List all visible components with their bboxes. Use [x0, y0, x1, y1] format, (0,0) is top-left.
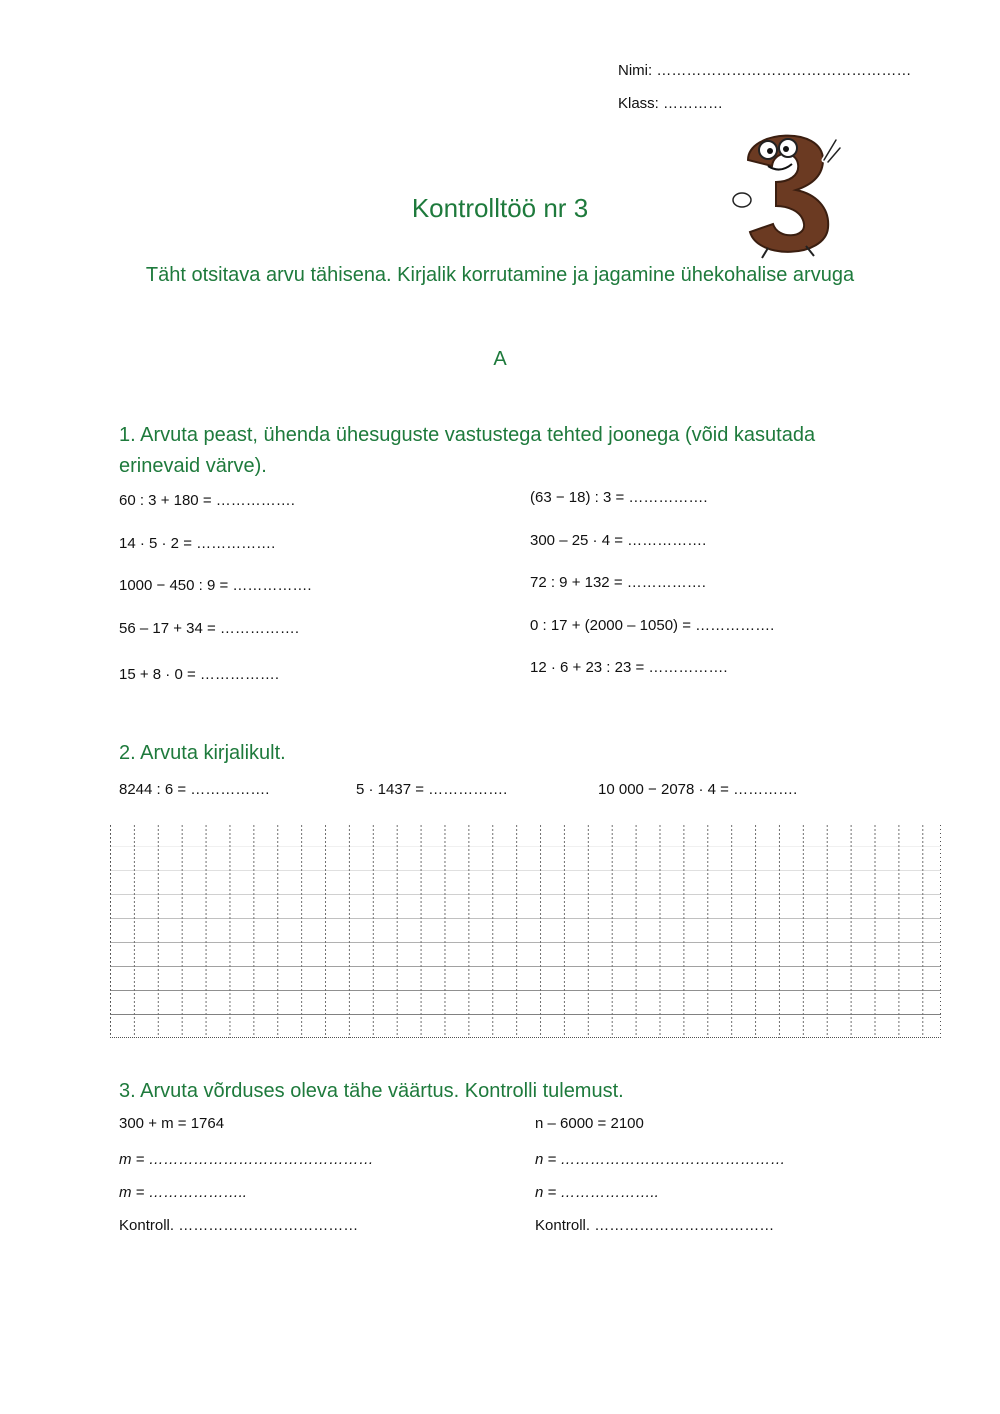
page-title: Kontrolltöö nr 3 — [411, 193, 589, 223]
task1-right-expr: 300 – 25 · 4 = ……………. — [530, 532, 707, 549]
task3-right-line2: n = ……………….. — [535, 1184, 659, 1201]
task1-left-expr: 14 · 5 · 2 = ……………. — [119, 535, 276, 552]
task1-left-expr: 56 – 17 + 34 = ……………. — [119, 620, 300, 637]
task1-right-expr: 72 : 9 + 132 = ……………. — [530, 574, 706, 591]
task3-left-line2: m = ……………….. — [119, 1184, 247, 1201]
task3-right-equation: n – 6000 = 2100 — [535, 1115, 644, 1132]
task2-expr: 10 000 − 2078 · 4 = …………. — [598, 781, 798, 798]
variant-label: A — [493, 348, 507, 370]
name-field: Nimi: …………………………………………… — [618, 62, 912, 79]
task1-left-expr: 15 + 8 · 0 = ……………. — [119, 666, 280, 683]
task1-right-expr: 0 : 17 + (2000 – 1050) = ……………. — [530, 617, 775, 634]
task2-heading: 2. Arvuta kirjalikult. — [119, 742, 286, 764]
task1-right-expr: 12 · 6 + 23 : 23 = ……………. — [530, 659, 728, 676]
work-grid — [110, 823, 941, 1038]
page-subtitle: Täht otsitava arvu tähisena. Kirjalik korrutamine ja jagamine ühekohalise arvuga — [145, 264, 855, 286]
class-field: Klass: ………… — [618, 95, 724, 112]
number-three-cartoon-icon — [728, 120, 848, 260]
task1-left-expr: 60 : 3 + 180 = ……………. — [119, 492, 295, 509]
task3-right-check: Kontroll. ……………………………… — [535, 1217, 775, 1234]
task1-right-expr: (63 − 18) : 3 = ……………. — [530, 489, 708, 506]
task2-expr: 8244 : 6 = ……………. — [119, 781, 270, 798]
task3-right-line1: n = ……………………………………… — [535, 1151, 786, 1168]
task3-left-equation: 300 + m = 1764 — [119, 1115, 225, 1132]
task1-left-expr: 1000 − 450 : 9 = ……………. — [119, 577, 312, 594]
task3-left-line1: m = ……………………………………… — [119, 1151, 374, 1168]
task2-expr: 5 · 1437 = ……………. — [356, 781, 508, 798]
task1-heading: 1. Arvuta peast, ühenda ühesuguste vastustega tehted joonega (võid kasutada erinevaid värve). — [119, 424, 816, 477]
task3-heading: 3. Arvuta võrduses oleva tähe väärtus. Kontrolli tulemust. — [119, 1080, 624, 1102]
task3-left-check: Kontroll. ……………………………… — [119, 1217, 359, 1234]
